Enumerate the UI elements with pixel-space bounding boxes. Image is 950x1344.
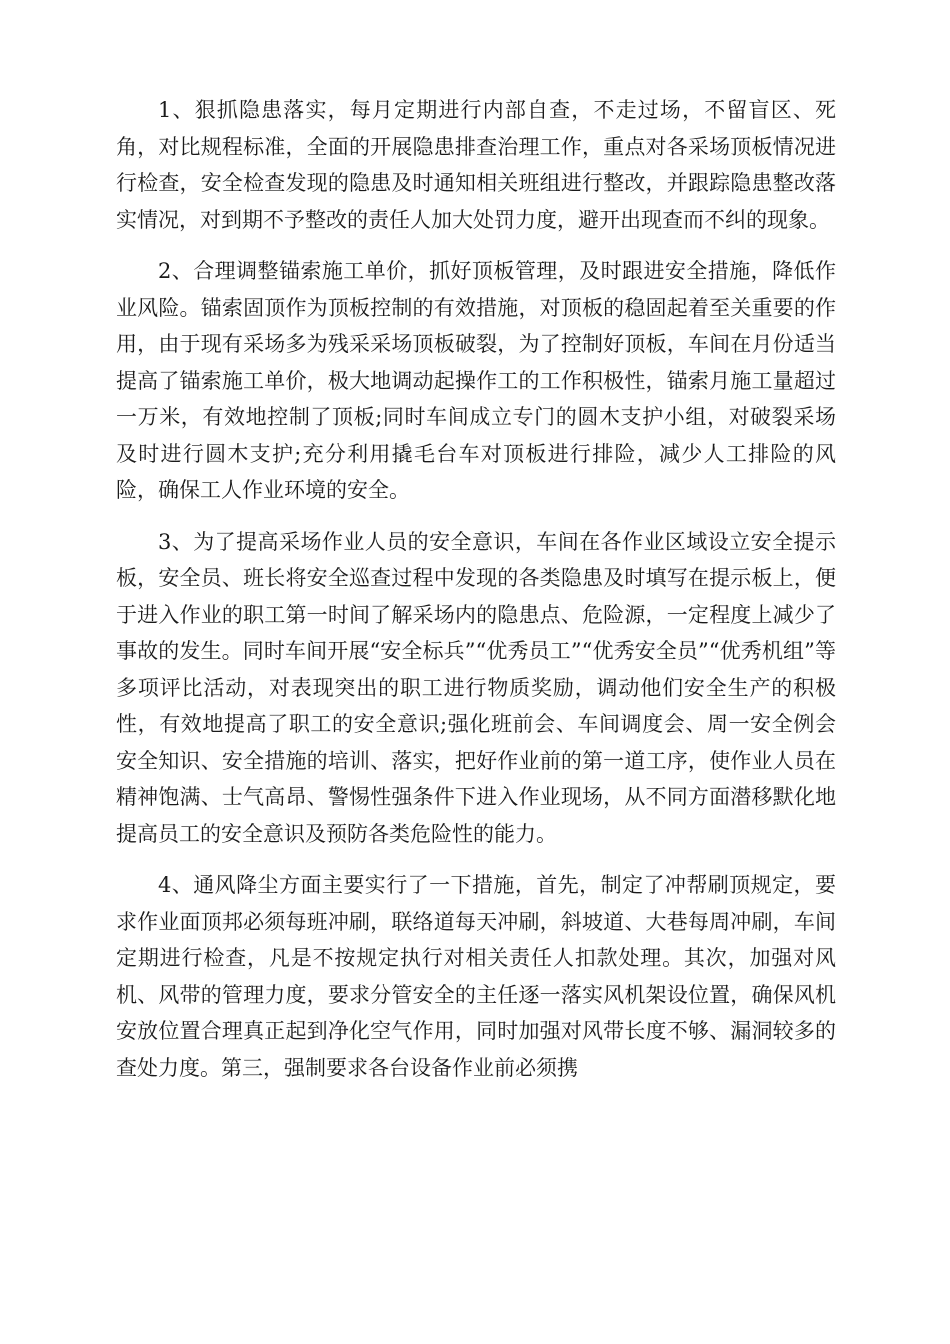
document-body bbox=[116, 92, 836, 1101]
paragraph-3: 3、为了提高采场作业人员的安全意识，车间在各作业区域设立安全提示板，安全员、班长将安全巡查过程中发现的各类隐患及时填写在提示板上，便于进入作业的职工第一时间了解采场内的隐患点、危险源，一定程度上减少了事故的发生。同时车间开展“安全标兵”“优秀员工”“优秀安全员”“优秀机组”等多项评比活动，对表现突出的职工进行物质奖励，调动他们安全生产的积极性，有效地提高了职工的安全意识;强化班前会、车间调度会、周一安全例会安全知识、安全措施的培训、落实，把好作业前的第一道工序，使作业人员在精神饱满、士气高昂、警惕性强条件下进入作业现场，从不同方面潜移默化地提高员工的安全意识及预防各类危险性的能力。 bbox=[116, 529, 836, 846]
paragraph-2: 2、合理调整锚索施工单价，抓好顶板管理，及时跟进安全措施，降低作业风险。锚索固顶作为顶板控制的有效措施，对顶板的稳固起着至关重要的作用，由于现有采场多为残采采场顶板破裂，为了控制好顶板，车间在月份适当提高了锚索施工单价，极大地调动起操作工的工作积极性，锚索月施工量超过一万米，有效地控制了顶板;同时车间成立专门的圆木支护小组，对破裂采场及时进行圆木支护;充分利用撬毛台车对顶板进行排险，减少人工排险的风险，确保工人作业环境的安全。 bbox=[116, 259, 836, 502]
paragraph-1: 1、狠抓隐患落实，每月定期进行内部自查，不走过场，不留盲区、死角，对比规程标准，全面的开展隐患排查治理工作，重点对各采场顶板情况进行检查，安全检查发现的隐患及时通知相关班组进行整改，并跟踪隐患整改落实情况，对到期不予整改的责任人加大处罚力度，避开出现查而不纠的现象。 bbox=[116, 98, 836, 232]
paragraph-4: 4、通风降尘方面主要实行了一下措施，首先，制定了冲帮刷顶规定，要求作业面顶邦必须每班冲刷，联络道每天冲刷，斜坡道、大巷每周冲刷，车间定期进行检查，凡是不按规定执行对相关责任人扣款处理。其次，加强对风机、风带的管理力度，要求分管安全的主任逐一落实风机架设位置，确保风机安放位置合理真正起到净化空气作用，同时加强对风带长度不够、漏洞较多的查处力度。第三，强制要求各台设备作业前必须携 bbox=[116, 873, 836, 1080]
